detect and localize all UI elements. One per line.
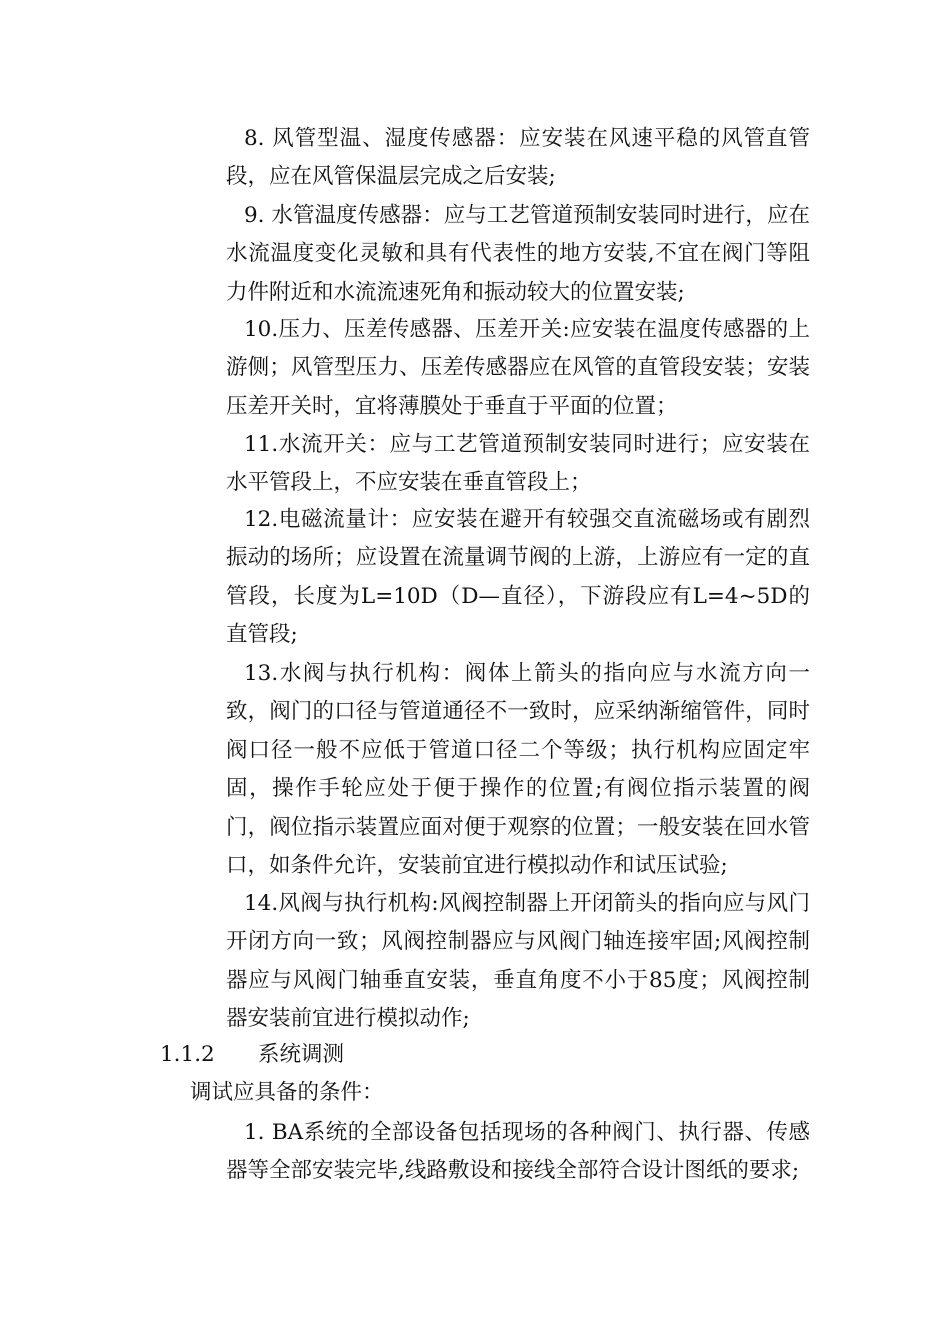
- section-number: 1.1.2: [160, 1042, 215, 1067]
- list-item-8: 8. 风管型温、湿度传感器：应安装在风速平稳的风管直管段，应在风管保温层完成之后安装;: [226, 126, 810, 190]
- condition-item-1: 1. BA系统的全部设备包括现场的各种阀门、执行器、传感器等全部安装完毕,线路敷设和接线全部符合设计图纸的要求;: [226, 1120, 810, 1184]
- subheading: 调试应具备的条件：: [190, 1080, 384, 1105]
- list-item-11: 11.水流开关：应与工艺管道预制安装同时进行；应安装在水平管段上，不应安装在垂直管段上；: [226, 432, 810, 496]
- list-item-9: 9. 水管温度传感器：应与工艺管道预制安装同时进行，应在水流温度变化灵敏和具有代表性的地方安装,不宜在阀门等阻力件附近和水流流速死角和振动较大的位置安装;: [226, 203, 810, 305]
- list-item-10: 10.压力、压差传感器、压差开关:应安装在温度传感器的上游侧；风管型压力、压差传感器应在风管的直管段安装；安装压差开关时，宜将薄膜处于垂直于平面的位置；: [226, 317, 810, 419]
- list-item-12: 12.电磁流量计：应安装在避开有较强交直流磁场或有剧烈振动的场所；应设置在流量调节阀的上游，上游应有一定的直管段，长度为L=10D（D—直径），下游段应有L=4~5D的直管段;: [226, 507, 810, 648]
- list-item-14: 14.风阀与执行机构:风阀控制器上开闭箭头的指向应与风门开闭方向一致；风阀控制器应与风阀门轴连接牢固;风阀控制器应与风阀门轴垂直安装，垂直角度不小于85度；风阀控制器安装前宜进行模拟动作;: [226, 891, 810, 1032]
- section-title: 系统调测: [258, 1042, 345, 1067]
- list-item-13: 13.水阀与执行机构：阀体上箭头的指向应与水流方向一致，阀门的口径与管道通径不一致时，应采纳渐缩管件，同时阀口径一般不应低于管道口径二个等级；执行机构应固定牢固，操作手轮应处于便于操作的位置;有阀位指示装置的阀门，阀位指示装置应面对便于观察的位置；一般安装在回水管口，如条件允许，安装前宜进行模拟动作和试压试验;: [226, 661, 810, 879]
- section-heading: [160, 1036, 344, 1074]
